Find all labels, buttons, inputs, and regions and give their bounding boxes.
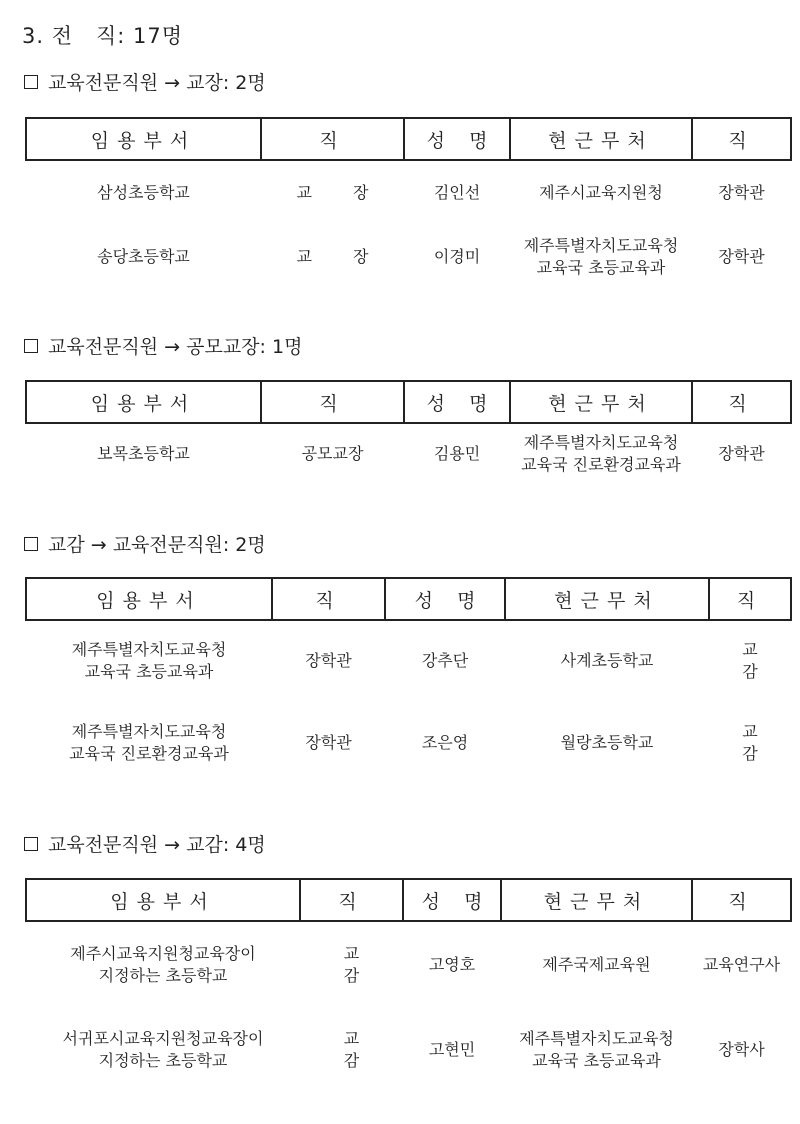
cell-workplace: 제주특별자치도교육청 교육국 초등교육과: [519, 1029, 674, 1070]
header-position2: 직: [692, 879, 791, 921]
cell-dept: 보목초등학교: [97, 443, 190, 463]
cell-position: 장학관: [305, 733, 352, 752]
cell-name: 조은영: [421, 733, 469, 752]
header-position2: 직: [692, 118, 791, 160]
table-row: [26, 700, 791, 786]
header-workplace: 현근무처: [510, 381, 692, 423]
cell-name: 고현민: [428, 1040, 476, 1059]
cell-name: 이경미: [433, 247, 481, 266]
header-dept: 임용부서: [26, 118, 261, 160]
page-heading: 3. 전 직: 17명: [22, 24, 184, 48]
section-title-text: 교육전문직원 → 공모교장: 1명: [48, 336, 303, 358]
header-name: 성 명: [404, 118, 510, 160]
cell-position2: 장학관: [718, 247, 765, 266]
table-header-row: [26, 879, 791, 921]
cell-dept: 제주특별자치도교육청 교육국 진로환경교육과: [69, 722, 229, 763]
table-row: [26, 160, 791, 224]
section-title-text: 교육전문직원 → 교감: 4명: [48, 834, 266, 856]
cell-workplace: 제주국제교육원: [542, 954, 651, 974]
section-title: [24, 332, 302, 359]
header-workplace: 현근무처: [501, 879, 692, 921]
cell-dept: 제주시교육지원청교육장이 지정하는 초등학교: [70, 943, 256, 985]
checkbox-square-icon: [24, 75, 38, 89]
cell-name: 김용민: [433, 443, 481, 463]
header-dept: 임용부서: [26, 381, 261, 423]
table-row: [26, 921, 791, 1007]
table-row: [26, 423, 791, 483]
appointment-table: [25, 577, 792, 786]
cell-position2: 장학관: [718, 443, 765, 463]
cell-name: 김인선: [433, 182, 481, 202]
cell-position: 교 감: [343, 943, 378, 985]
appointment-table: [25, 117, 792, 290]
appointment-table: [25, 878, 792, 1093]
header-dept: 임용부서: [26, 879, 300, 921]
header-position2: 직: [709, 578, 791, 620]
cell-position2: 장학관: [718, 182, 765, 202]
header-position: 직: [261, 118, 404, 160]
cell-dept: 송당초등학교: [97, 247, 190, 266]
section-title: [24, 68, 266, 95]
cell-workplace: 월랑초등학교: [560, 733, 654, 752]
cell-workplace: 제주특별자치도교육청 교육국 진로환경교육과: [521, 432, 681, 474]
header-position: 직: [272, 578, 385, 620]
header-workplace: 현근무처: [510, 118, 692, 160]
checkbox-square-icon: [24, 537, 38, 551]
cell-dept: 제주특별자치도교육청 교육국 초등교육과: [71, 639, 227, 681]
cell-name: 고영호: [428, 954, 476, 974]
cell-position2: 장학사: [718, 1040, 765, 1059]
header-position2: 직: [692, 381, 791, 423]
cell-position2: 교 감: [742, 722, 776, 763]
cell-workplace: 제주특별자치도교육청 교육국 초등교육과: [523, 236, 679, 277]
cell-workplace: 사계초등학교: [560, 650, 654, 670]
header-workplace: 현근무처: [505, 578, 709, 620]
cell-dept: 서귀포시교육지원청교육장이 지정하는 초등학교: [62, 1029, 264, 1070]
table-header-row: [26, 578, 791, 620]
cell-position: 공모교장: [301, 443, 364, 463]
cell-position2: 교육연구사: [702, 954, 781, 974]
header-name: 성 명: [403, 879, 501, 921]
cell-position: 교 장: [296, 247, 387, 266]
cell-dept: 삼성초등학교: [97, 182, 190, 202]
header-name: 성 명: [404, 381, 510, 423]
header-position: 직: [261, 381, 404, 423]
table-row: [26, 1007, 791, 1093]
section-title: [24, 830, 266, 857]
header-name: 성 명: [385, 578, 505, 620]
section-title-text: 교감 → 교육전문직원: 2명: [48, 534, 266, 556]
table-header-row: [26, 381, 791, 423]
checkbox-square-icon: [24, 837, 38, 851]
cell-position: 장학관: [305, 650, 352, 670]
cell-position2: 교 감: [742, 639, 776, 681]
cell-position: 교 장: [296, 182, 387, 202]
table-row: [26, 224, 791, 290]
section-title: [24, 530, 266, 557]
section-title-text: 교육전문직원 → 교장: 2명: [48, 72, 266, 94]
cell-name: 강추단: [421, 650, 469, 670]
cell-position: 교 감: [343, 1029, 378, 1070]
table-header-row: [26, 118, 791, 160]
cell-workplace: 제주시교육지원청: [539, 182, 663, 202]
table-row: [26, 620, 791, 700]
header-position: 직: [300, 879, 403, 921]
header-dept: 임용부서: [26, 578, 272, 620]
appointment-table: [25, 380, 792, 483]
checkbox-square-icon: [24, 339, 38, 353]
